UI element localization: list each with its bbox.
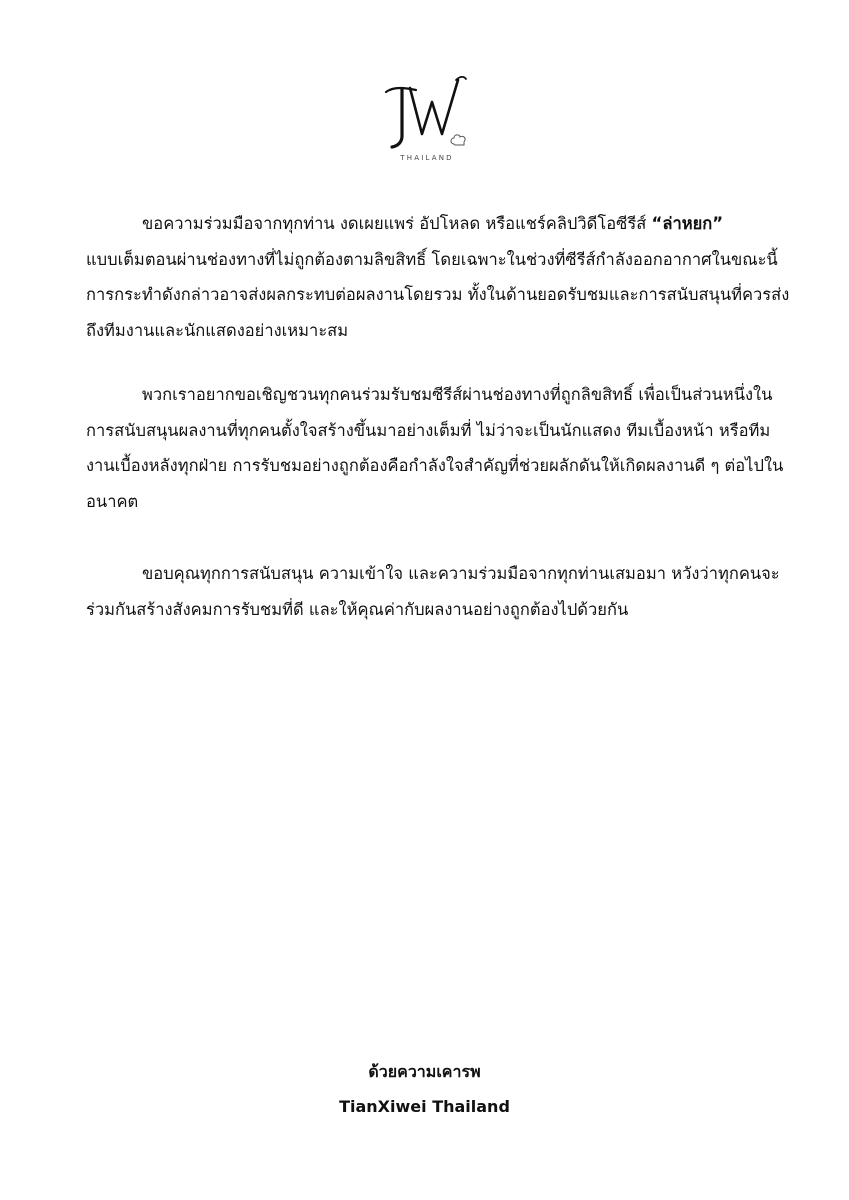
logo-subtext: THAILAND [400, 154, 454, 162]
text-line: ขอบคุณทุกการสนับสนุน ความเข้าใจ และความร่วมมือจากทุกท่านเสมอมา หวังว่าทุกคนจะ [142, 564, 780, 583]
text-line: ถึงทีมงานและนักแสดงอย่างเหมาะสม [86, 320, 349, 340]
text-line: แบบเต็มตอนผ่านช่องทางที่ไม่ถูกต้องตามลิขสิทธิ์ โดยเฉพาะในช่วงที่ซีรีส์กำลังออกอากาศในขณะนี้ [86, 249, 778, 269]
text-line: พวกเราอยากขอเชิญชวนทุกคนร่วมรับชมซีรีส์ผ่านช่องทางที่ถูกลิขสิทธิ์ เพื่อเป็นส่วนหนึ่งใน [142, 385, 773, 404]
text-line: การกระทำดังกล่าวอาจส่งผลกระทบต่อผลงานโดยรวม ทั้งในด้านยอดรับชมและการสนับสนุนที่ควรส่ง [86, 285, 790, 304]
text-line: ร่วมกันสร้างสังคมการรับชมที่ดี และให้คุณค่ากับผลงานอย่างถูกต้องไปด้วยกัน [86, 599, 629, 619]
series-title-emphasis: “ล่าหยก” [651, 214, 724, 233]
paragraph-2 [86, 377, 784, 519]
text-line: การสนับสนุนผลงานที่ทุกคนตั้งใจสร้างขึ้นมาอย่างเต็มที่ ไม่ว่าจะเป็นนักแสดง ทีมเบื้องหน้า หรือทีม [86, 420, 771, 440]
text-line: อนาคต [86, 491, 139, 511]
closing-signature: TianXiwei Thailand [339, 1097, 510, 1116]
closing-regards: ด้วยความเคารพ [368, 1062, 481, 1081]
tw-thailand-logo [372, 70, 482, 170]
tw-monogram-icon [372, 70, 482, 154]
text-line: ขอความร่วมมือจากทุกท่าน งดเผยแพร่ อัปโหลด หรือแชร์คลิปวิดีโอซีรีส์ “ล่าหยก” [142, 214, 724, 233]
paragraph-3 [86, 556, 780, 627]
chef-hat-icon [451, 135, 465, 145]
paragraph-1 [86, 206, 790, 348]
text-line: งานเบื้องหลังทุกฝ่าย การรับชมอย่างถูกต้องคือกำลังใจสำคัญที่ช่วยผลักดันให้เกิดผลงานดี ๆ ต่อไปใน [86, 456, 784, 475]
